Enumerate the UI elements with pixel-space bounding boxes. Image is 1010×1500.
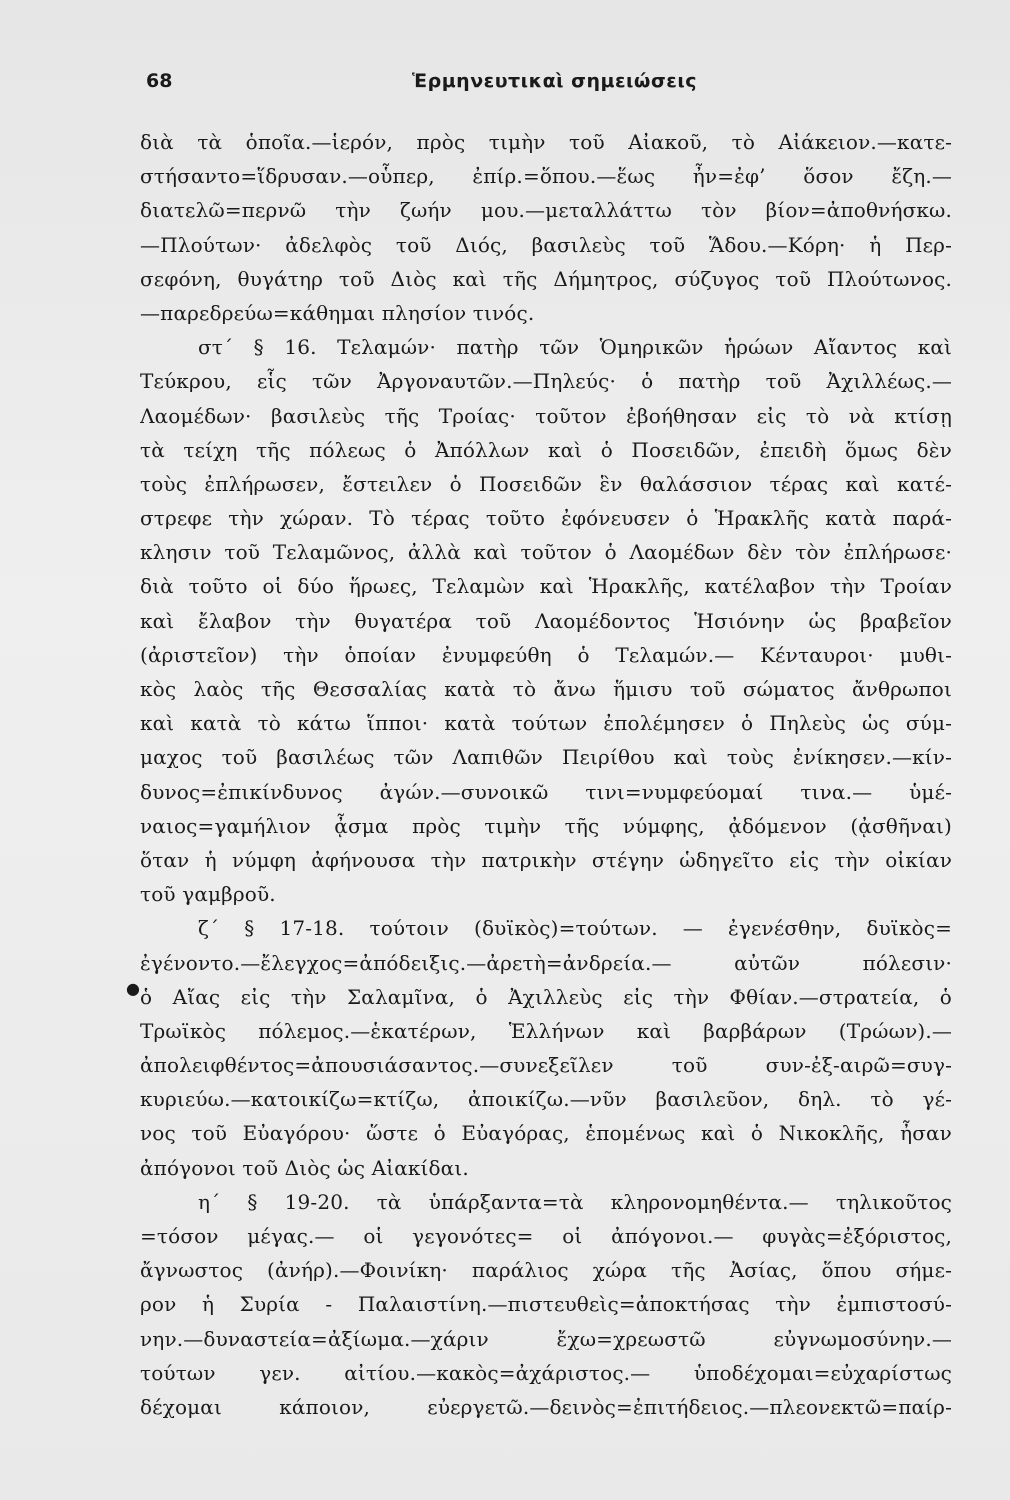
text-line: Λαομέδων· βασιλεὺς τῆς Τροίας· τοῦτον ἐβοήθησαν εἰς τὸ νὰ κτίσῃ xyxy=(140,403,952,428)
text-line: τοὺς ἐπλήρωσεν, ἔστειλεν ὁ Ποσειδῶν ἓν θαλάσσιον τέρας καὶ κατέ- xyxy=(140,471,952,496)
text-line: καὶ ἔλαβον τὴν θυγατέρα τοῦ Λαομέδοντος Ἡσιόνην ὡς βραβεῖον xyxy=(140,608,952,633)
text-line: ρον ἡ Συρία - Παλαιστίνη.—πιστευθεὶς=ἀποκτήσας τὴν ἐμπιστοσύ- xyxy=(140,1292,952,1317)
text-line: ἄγνωστος (ἀνήρ).—Φοινίκη· παράλιος χώρα τῆς Ἀσίας, ὅπου σήμε- xyxy=(140,1258,952,1283)
text-line: ὁ Αἴας εἰς τὴν Σαλαμῖνα, ὁ Ἀχιλλεὺς εἰς τὴν Φθίαν.—στρατεία, ὁ xyxy=(140,984,952,1009)
text-line: διατελῶ=περνῶ τὴν ζωήν μου.—μεταλλάττω τὸν βίον=ἀποθνήσκω. xyxy=(140,198,952,223)
text-line: κλησιν τοῦ Τελαμῶνος, ἀλλὰ καὶ τοῦτον ὁ Λαομέδων δὲν τὸν ἐπλήρωσε· xyxy=(140,540,952,565)
text-line: διὰ τοῦτο οἱ δύο ἥρωες, Τελαμὼν καὶ Ἡρακλῆς, κατέλαβον τὴν Τροίαν xyxy=(140,574,952,599)
text-line: ζ΄ § 17-18. τούτοιν (δυϊκὸς)=τούτων. — ἐγενέσθην, δυϊκὸς= xyxy=(198,916,952,941)
text-line: =τόσον μέγας.— οἱ γεγονότες= οἱ ἀπόγονοι.— φυγὰς=ἐξόριστος, xyxy=(140,1224,952,1248)
text-line: ἀπολειφθέντος=ἀπουσιάσαντος.—συνεξεῖλεν τοῦ συν-ἐξ-αιρῶ=συγ- xyxy=(140,1053,952,1078)
running-title: Ἑρμηνευτικαὶ σημειώσεις xyxy=(412,70,697,92)
text-line: ἀπόγονοι τοῦ Διὸς ὡς Αἰακίδαι. xyxy=(140,1155,469,1180)
text-line: Τρωϊκὸς πόλεμος.—ἑκατέρων, Ἑλλήνων καὶ βαρβάρων (Τρώων).— xyxy=(140,1018,952,1043)
text-line: (ἀριστεῖον) τὴν ὁποίαν ἐνυμφεύθη ὁ Τελαμών.— Κένταυροι· μυθι- xyxy=(140,642,952,667)
text-line: σεφόνη, θυγάτηρ τοῦ Διὸς καὶ τῆς Δήμητρος, σύζυγος τοῦ Πλούτωνος. xyxy=(140,266,952,291)
page-body xyxy=(140,125,952,1424)
text-line: μαχος τοῦ βασιλέως τῶν Λαπιθῶν Πειρίθου καὶ τοὺς ἐνίκησεν.—κίν- xyxy=(140,745,952,770)
text-line: δυνος=ἐπικίνδυνος ἀγών.—συνοικῶ τινι=νυμφεύομαί τινα.— ὑμέ- xyxy=(140,779,952,804)
text-line: δέχομαι κάποιον, εὐεργετῶ.—δεινὸς=ἐπιτήδειος.—πλεονεκτῶ=παίρ- xyxy=(140,1394,952,1419)
text-line: στρεφε τὴν χώραν. Τὸ τέρας τοῦτο ἐφόνευσεν ὁ Ἡρακλῆς κατὰ παρά- xyxy=(140,506,952,531)
text-line: κυριεύω.—κατοικίζω=κτίζω, ἀποικίζω.—νῦν βασιλεῦον, δηλ. τὸ γέ- xyxy=(140,1087,952,1112)
text-line: η΄ § 19-20. τὰ ὑπάρξαντα=τὰ κληρονομηθέντα.— τηλικοῦτος xyxy=(198,1189,952,1214)
text-line: νην.—δυναστεία=ἀξίωμα.—χάριν ἔχω=χρεωστῶ εὐγνωμοσύνην.— xyxy=(140,1326,952,1351)
text-line: νος τοῦ Εὐαγόρου· ὥστε ὁ Εὐαγόρας, ἑπομένως καὶ ὁ Νικοκλῆς, ἦσαν xyxy=(140,1121,952,1146)
text-line: καὶ κατὰ τὸ κάτω ἵπποι· κατὰ τούτων ἐπολέμησεν ὁ Πηλεὺς ὡς σύμ- xyxy=(140,711,952,736)
text-line: —Πλούτων· ἀδελφὸς τοῦ Διός, βασιλεὺς τοῦ Ἅδου.—Κόρη· ἡ Περ- xyxy=(140,232,952,257)
text-line: Τεύκρου, εἷς τῶν Ἀργοναυτῶν.—Πηλεύς· ὁ πατὴρ τοῦ Ἀχιλλέως.— xyxy=(140,369,952,394)
text-line: τὰ τείχη τῆς πόλεως ὁ Ἀπόλλων καὶ ὁ Ποσειδῶν, ἐπειδὴ ὅμως δὲν xyxy=(140,437,952,462)
text-line: στήσαντο=ἵδρυσαν.—οὗπερ, ἐπίρ.=ὅπου.—ἕως ἦν=ἐφ’ ὅσον ἔζη.— xyxy=(140,164,952,189)
text-line: κὸς λαὸς τῆς Θεσσαλίας κατὰ τὸ ἄνω ἥμισυ τοῦ σώματος ἄνθρωποι xyxy=(140,677,952,701)
text-line: ναιος=γαμήλιον ᾆσμα πρὸς τιμὴν τῆς νύμφης, ᾀδόμενον (ᾀσθῆναι) xyxy=(140,813,952,838)
text-line: ἐγένοντο.—ἔλεγχος=ἀπόδειξις.—ἀρετὴ=ἀνδρεία.— αὐτῶν πόλεσιν· xyxy=(140,950,952,975)
page-header xyxy=(146,70,860,100)
text-line: ὅταν ἡ νύμφη ἀφήνουσα τὴν πατρικὴν στέγην ὡδηγεῖτο εἰς τὴν οἰκίαν xyxy=(140,847,952,872)
text-line: διὰ τὰ ὁποῖα.—ἱερόν, πρὸς τιμὴν τοῦ Αἰακοῦ, τὸ Αἰάκειον.—κατε- xyxy=(140,130,952,154)
text-line: τούτων γεν. αἰτίου.—κακὸς=ἀχάριστος.— ὑποδέχομαι=εὐχαρίστως xyxy=(140,1360,952,1385)
page-number: 68 xyxy=(146,70,173,92)
text-line: στ΄ § 16. Τελαμών· πατὴρ τῶν Ὁμηρικῶν ἡρώων Αἴαντος καὶ xyxy=(198,335,952,360)
text-line: τοῦ γαμβροῦ. xyxy=(140,882,276,907)
text-line: —παρεδρεύω=κάθημαι πλησίον τινός. xyxy=(140,300,535,325)
margin-mark: ● xyxy=(126,979,140,998)
